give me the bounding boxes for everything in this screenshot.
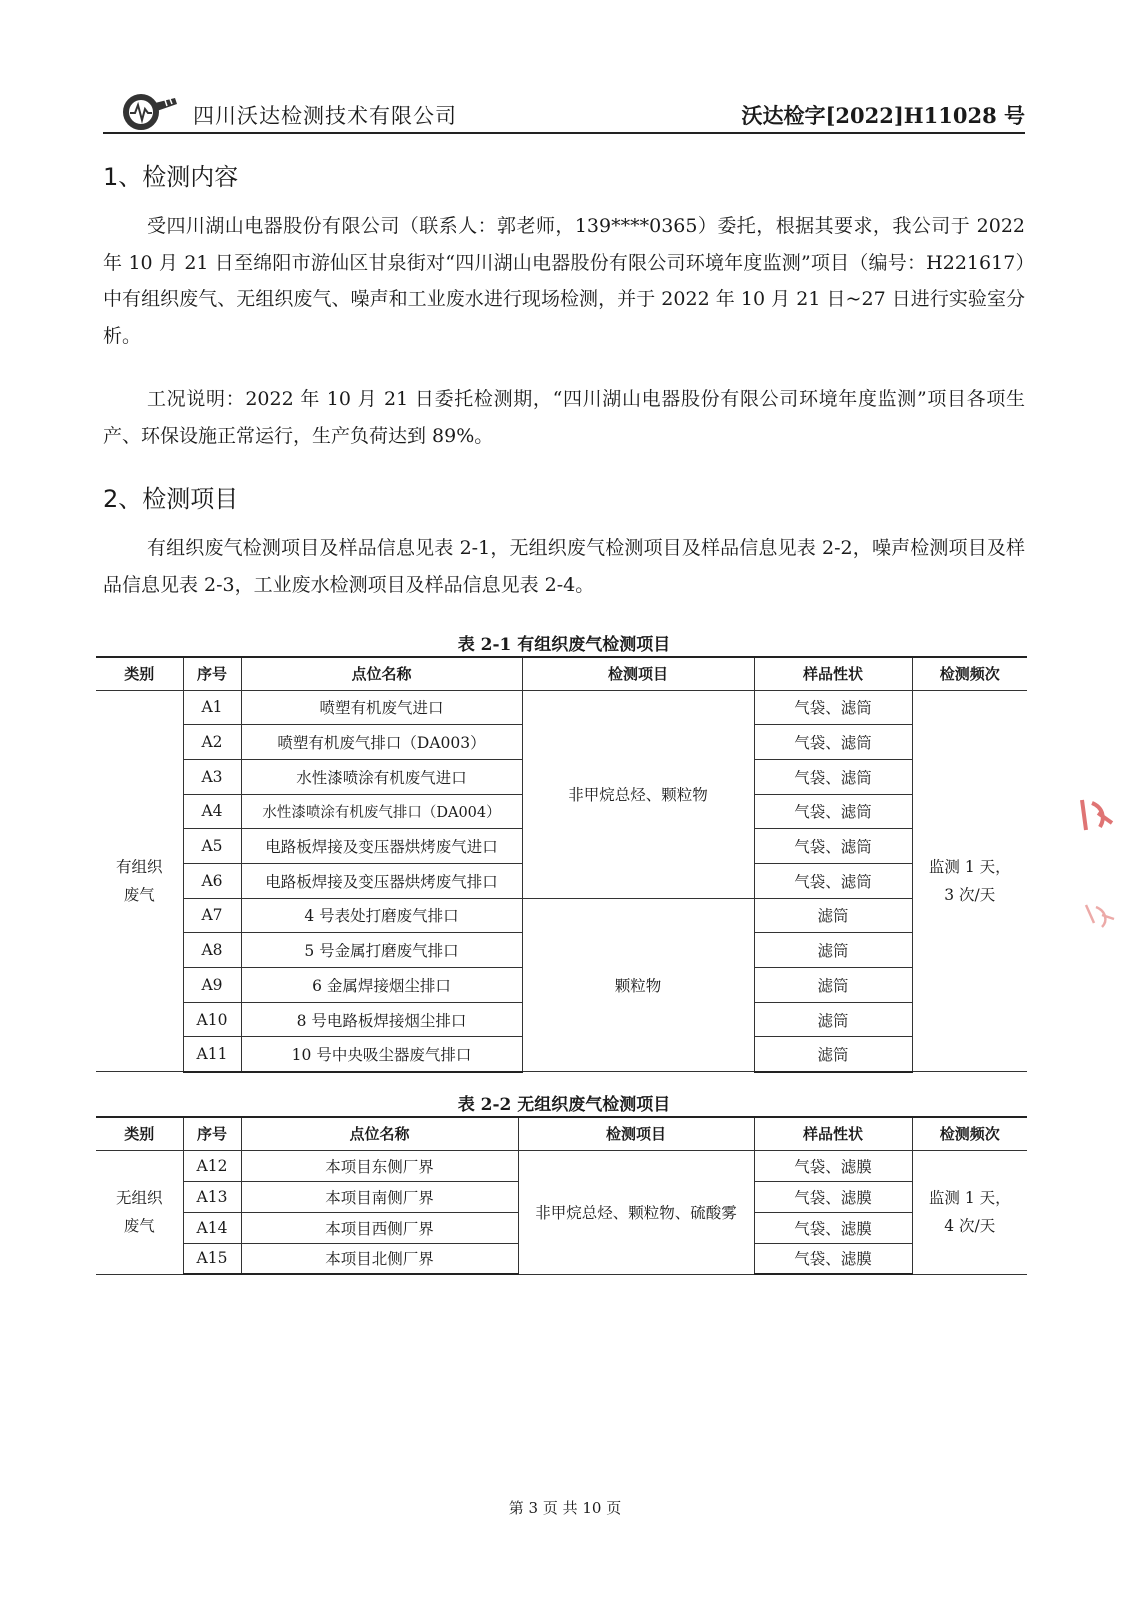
seal-stamp-icon xyxy=(1072,795,1120,955)
header-point-name: 点位名称 xyxy=(241,657,522,690)
sample-cell: 气袋、滤筒 xyxy=(754,863,912,898)
seq-cell: A4 xyxy=(183,794,241,829)
sample-cell: 滤筒 xyxy=(754,1002,912,1037)
seq-cell: A10 xyxy=(183,1002,241,1037)
header-divider xyxy=(103,132,1025,134)
sample-cell: 滤筒 xyxy=(754,898,912,933)
header-test-item: 检测项目 xyxy=(522,657,754,690)
seq-cell: A12 xyxy=(183,1150,241,1181)
table-2-2-caption: 表 2-2 无组织废气检测项目 xyxy=(457,1095,671,1115)
point-name-cell: 本项目西侧厂界 xyxy=(241,1212,518,1243)
seq-cell: A3 xyxy=(183,759,241,794)
point-name-cell: 电路板焊接及变压器烘烤废气排口 xyxy=(241,863,522,898)
point-name-cell: 喷塑有机废气排口（DA003） xyxy=(241,725,522,760)
sample-cell: 滤筒 xyxy=(754,1037,912,1072)
seq-cell: A15 xyxy=(183,1243,241,1274)
point-name-cell: 6 金属焊接烟尘排口 xyxy=(241,968,522,1003)
sample-cell: 滤筒 xyxy=(754,933,912,968)
section-1-paragraph-1: 受四川湖山电器股份有限公司（联系人：郭老师，139****0365）委托，根据其要求，我公司于 2022 年 10 月 21 日至绵阳市游仙区甘泉街对“四川湖山电器股份有限公司环境年度监测”项目（编号：H221617）中有组织废气、无组织废气、噪声和工业废水进行现场检测，并于 2022 年 10 月 21 日~27 日进行实验室分析。 xyxy=(103,215,1025,347)
seq-cell: A6 xyxy=(183,863,241,898)
sample-cell: 气袋、滤筒 xyxy=(754,829,912,864)
header-category: 类别 xyxy=(96,1117,183,1150)
report-number: 沃达检字[2022]H11028 号 xyxy=(741,103,1025,128)
table-2-1 xyxy=(96,656,1027,1073)
point-name-cell: 8 号电路板焊接烟尘排口 xyxy=(241,1002,522,1037)
seq-cell: A2 xyxy=(183,725,241,760)
point-name-cell: 水性漆喷涂有机废气排口（DA004） xyxy=(241,794,522,829)
header-point-name: 点位名称 xyxy=(241,1117,518,1150)
header-test-item: 检测项目 xyxy=(518,1117,754,1150)
seq-cell: A11 xyxy=(183,1037,241,1072)
sample-cell: 气袋、滤筒 xyxy=(754,794,912,829)
table-row xyxy=(96,1150,1027,1181)
frequency-cell: 监测 1 天， 4 次/天 xyxy=(912,1150,1027,1274)
point-name-cell: 喷塑有机废气进口 xyxy=(241,690,522,725)
point-name-cell: 本项目南侧厂界 xyxy=(241,1181,518,1212)
point-name-cell: 4 号表处打磨废气排口 xyxy=(241,898,522,933)
header-frequency: 检测频次 xyxy=(912,1117,1027,1150)
table-header-row xyxy=(96,657,1027,690)
header-seq: 序号 xyxy=(183,657,241,690)
test-item-cell: 非甲烷总烃、颗粒物 xyxy=(522,690,754,898)
category-cell: 有组织 废气 xyxy=(96,690,183,1072)
table-2-1-caption: 表 2-1 有组织废气检测项目 xyxy=(457,635,671,655)
sample-cell: 滤筒 xyxy=(754,968,912,1003)
seq-cell: A8 xyxy=(183,933,241,968)
section-1-title: 1、检测内容 xyxy=(103,163,239,191)
section-2-paragraph: 有组织废气检测项目及样品信息见表 2-1，无组织废气检测项目及样品信息见表 2-2，噪声检测项目及样品信息见表 2-3，工业废水检测项目及样品信息见表 2-4。 xyxy=(103,537,1025,596)
point-name-cell: 5 号金属打磨废气排口 xyxy=(241,933,522,968)
section-1-paragraph-2: 工况说明：2022 年 10 月 21 日委托检测期，“四川湖山电器股份有限公司环境年度监测”项目各项生产、环保设施正常运行，生产负荷达到 89%。 xyxy=(103,388,1025,447)
table-row xyxy=(96,898,1027,933)
page-number: 第 3 页 共 10 页 xyxy=(508,1499,622,1517)
seq-cell: A7 xyxy=(183,898,241,933)
header-seq: 序号 xyxy=(183,1117,241,1150)
sample-cell: 气袋、滤膜 xyxy=(754,1243,912,1274)
header-frequency: 检测频次 xyxy=(912,657,1027,690)
frequency-cell: 监测 1 天， 3 次/天 xyxy=(912,690,1027,1072)
page-header xyxy=(103,88,1025,134)
point-name-cell: 电路板焊接及变压器烘烤废气进口 xyxy=(241,829,522,864)
section-2-title: 2、检测项目 xyxy=(103,485,239,513)
seq-cell: A14 xyxy=(183,1212,241,1243)
table-2-2 xyxy=(96,1116,1027,1275)
seq-cell: A1 xyxy=(183,690,241,725)
seq-cell: A13 xyxy=(183,1181,241,1212)
header-sample: 样品性状 xyxy=(754,1117,912,1150)
test-item-cell: 非甲烷总烃、颗粒物、硫酸雾 xyxy=(518,1150,754,1274)
company-logo-icon xyxy=(121,92,181,132)
sample-cell: 气袋、滤筒 xyxy=(754,725,912,760)
point-name-cell: 本项目北侧厂界 xyxy=(241,1243,518,1274)
seq-cell: A9 xyxy=(183,968,241,1003)
test-item-cell: 颗粒物 xyxy=(522,898,754,1071)
seq-cell: A5 xyxy=(183,829,241,864)
point-name-cell: 水性漆喷涂有机废气进口 xyxy=(241,759,522,794)
header-sample: 样品性状 xyxy=(754,657,912,690)
table-row xyxy=(96,690,1027,725)
sample-cell: 气袋、滤膜 xyxy=(754,1150,912,1181)
sample-cell: 气袋、滤筒 xyxy=(754,690,912,725)
company-name: 四川沃达检测技术有限公司 xyxy=(193,104,457,128)
point-name-cell: 10 号中央吸尘器废气排口 xyxy=(241,1037,522,1072)
header-category: 类别 xyxy=(96,657,183,690)
category-cell: 无组织 废气 xyxy=(96,1150,183,1274)
sample-cell: 气袋、滤膜 xyxy=(754,1212,912,1243)
table-header-row xyxy=(96,1117,1027,1150)
point-name-cell: 本项目东侧厂界 xyxy=(241,1150,518,1181)
sample-cell: 气袋、滤膜 xyxy=(754,1181,912,1212)
sample-cell: 气袋、滤筒 xyxy=(754,759,912,794)
